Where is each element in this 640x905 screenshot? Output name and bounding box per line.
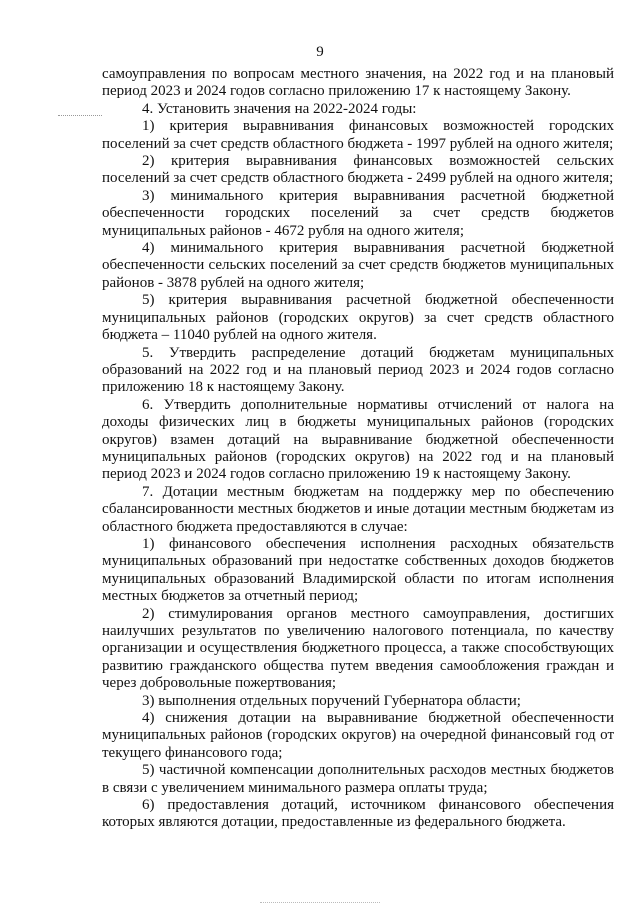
page-number: 9: [316, 44, 324, 60]
paragraph: 5) частичной компенсации дополнительных расходов местных бюджетов в связи с увеличением минимального размера оплаты труда;: [102, 762, 614, 796]
paragraph: 4) снижения дотации на выравнивание бюджетной обеспеченности муниципальных районов (городских округов) на очередной финансовый год от текущего финансового года;: [102, 710, 614, 761]
paragraph: 5. Утвердить распределение дотаций бюджетам муниципальных образований на 2022 год и на плановый период 2023 и 2024 годов согласно приложению 18 к настоящему Закону.: [102, 344, 614, 396]
scan-artifact-line: [58, 115, 102, 116]
paragraph: 1) финансового обеспечения исполнения расходных обязательств муниципальных образований при недостатке собственных доходов бюджетов муниципальных образований Владимирской области по итогам исполнения местных бюджетов за отчетный период;: [102, 535, 614, 605]
paragraph: 3) минимального критерия выравнивания расчетной бюджетной обеспеченности городских поселений за счет средств бюджетов муниципальных районов - 4672 рубля на одного жителя;: [102, 187, 614, 239]
paragraph: 3) выполнения отдельных поручений Губернатора области;: [142, 692, 521, 709]
paragraph: 7. Дотации местным бюджетам на поддержку мер по обеспечению сбалансированности местных бюджетов и иные дотации местным бюджетам из областного бюджета предоставляются в случае:: [102, 483, 614, 535]
paragraph: 5) критерия выравнивания расчетной бюджетной обеспеченности муниципальных районов (городских округов) за счет средств областного бюджета – 11040 рублей на одного жителя.: [102, 292, 614, 344]
scan-artifact-line: [260, 902, 380, 903]
paragraph: 2) стимулирования органов местного самоуправления, достигших наилучших результатов по увеличению налогового потенциала, по качеству организации и осуществления бюджетного процесса, а также способствующих развитию гражданского общества путем введения самообложения граждан и через добровольные пожертвования;: [102, 605, 614, 692]
document-body: [102, 66, 614, 832]
paragraph: 6) предоставления дотаций, источником финансового обеспечения которых являются дотации, предоставленные из федерального бюджета.: [102, 797, 614, 831]
paragraph: 4. Установить значения на 2022-2024 годы:: [142, 100, 417, 117]
paragraph: 2) критерия выравнивания финансовых возможностей сельских поселений за счет средств областного бюджета - 2499 рублей на одного жителя;: [102, 153, 614, 187]
paragraph: самоуправления по вопросам местного значения, на 2022 год и на плановый период 2023 и 2024 годов согласно приложению 17 к настоящему Закону.: [102, 66, 614, 100]
paragraph: 1) критерия выравнивания финансовых возможностей городских поселений за счет средств областного бюджета - 1997 рублей на одного жителя;: [102, 118, 614, 152]
paragraph: 4) минимального критерия выравнивания расчетной бюджетной обеспеченности сельских поселений за счет средств бюджетов муниципальных районов - 3878 рублей на одного жителя;: [102, 240, 614, 291]
paragraph: 6. Утвердить дополнительные нормативы отчислений от налога на доходы физических лиц в бюджеты муниципальных районов (городских округов) взамен дотаций на выравнивание бюджетной обеспеченности муниципальных районов (городских округов) на 2022 год и на плановый период 2023 и 2024 годов согласно приложению 19 к настоящему Закону.: [102, 396, 614, 483]
